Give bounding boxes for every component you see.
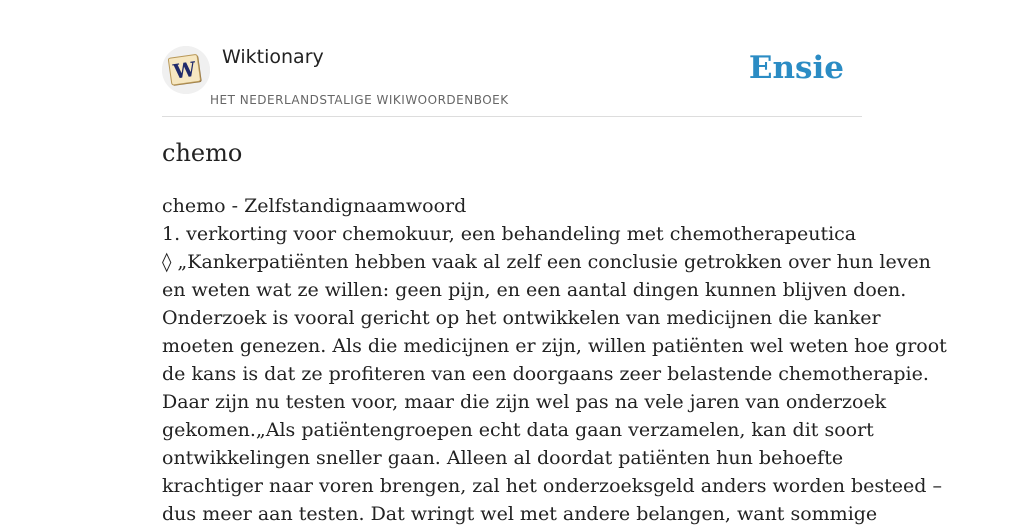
- wiktionary-logo-graphic: [162, 46, 210, 94]
- entry-line-example: de kans is dat ze profiteren van een doorgaans zeer belastende chemotherapie.: [162, 363, 929, 385]
- entry-line-example: ◊ „Kankerpatiënten hebben vaak al zelf een conclusie getrokken over hun leven: [162, 251, 931, 273]
- svg-text:W: W: [171, 56, 198, 84]
- site-tagline: HET NEDERLANDSTALIGE WIKIWOORDENBOEK: [210, 93, 509, 107]
- entry-line-example: Daar zijn nu testen voor, maar die zijn wel pas na vele jaren van onderzoek: [162, 391, 887, 413]
- entry-line-example: moeten genezen. Als die medicijnen er zijn, willen patiënten wel weten hoe groot: [162, 335, 947, 357]
- entry-line-pos: chemo - Zelfstandignaamwoord: [162, 195, 467, 217]
- entry-line-example: krachtiger naar voren brengen, zal het onderzoeksgeld anders worden besteed –: [162, 475, 942, 497]
- entry-line-example: ontwikkelingen sneller gaan. Alleen al doordat patiënten hun behoefte: [162, 447, 844, 469]
- entry-line-definition: 1. verkorting voor chemokuur, een behandeling met chemotherapeutica: [162, 223, 857, 245]
- entry-line-example: dus meer aan testen. Dat wringt wel met andere belangen, want sommige: [162, 503, 878, 525]
- site-header: [162, 0, 862, 117]
- entry-line-example: en weten wat ze willen: geen pijn, en een aantal dingen kunnen blijven doen.: [162, 279, 907, 301]
- wiktionary-logo-icon[interactable]: [162, 46, 210, 94]
- ensie-brand-logo[interactable]: Ensie: [748, 50, 844, 86]
- site-name[interactable]: Wiktionary: [222, 46, 324, 68]
- entry-line-example: gekomen.„Als patiëntengroepen echt data gaan verzamelen, kan dit soort: [162, 419, 874, 441]
- entry-line-example: Onderzoek is vooral gericht op het ontwikkelen van medicijnen die kanker: [162, 307, 881, 329]
- page-title: chemo: [162, 139, 243, 167]
- entry-content: [162, 192, 947, 528]
